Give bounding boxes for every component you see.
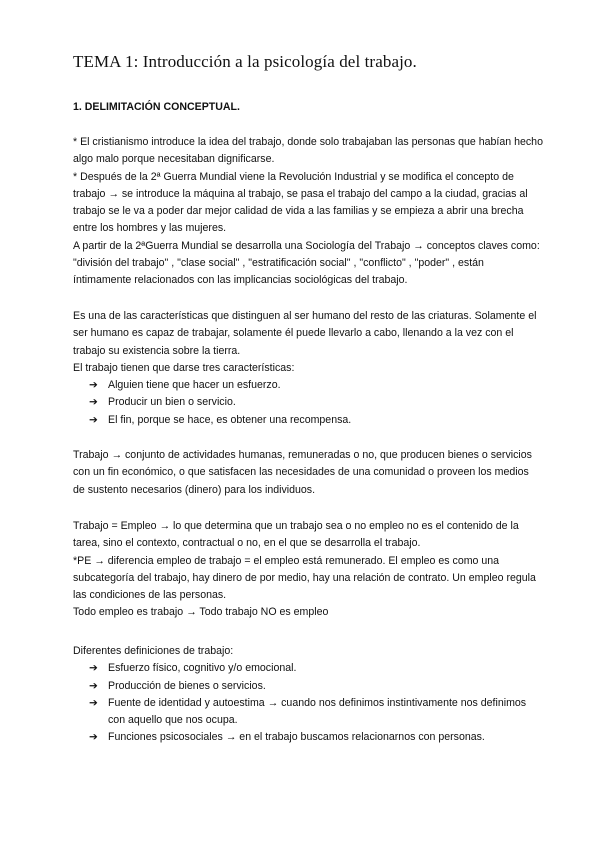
arrow-icon: ➔: [89, 662, 98, 675]
list-item: ➔ Producir un bien o servicio.: [73, 394, 543, 411]
paragraph-pe-difference: *PE → diferencia empleo de trabajo = el empleo está remunerado. El empleo es como una subcategoría del trabajo, hay dinero de por medio, hay una relación de contrato. Un empleo regula las condiciones de las personas.: [73, 554, 536, 602]
definitions-block: [73, 643, 543, 747]
arrow-icon: ➔: [89, 379, 98, 392]
history-block: [73, 134, 543, 290]
list-item: ➔ Esfuerzo físico, cognitivo y/o emocional.: [73, 660, 543, 677]
definitions-list: [73, 660, 543, 746]
definitions-lead: Diferentes definiciones de trabajo:: [73, 645, 234, 657]
paragraph-definition: Es una de las características que distinguen al ser humano del resto de las criaturas. Solamente el ser humano es capaz de trabajar, solamente él puede llevarlo a cabo, llenando a la vez con el trabajo su existencia sobre la tierra.: [73, 310, 537, 357]
section-heading: 1. DELIMITACIÓN CONCEPTUAL.: [73, 101, 240, 113]
arrow-icon: ➔: [89, 396, 98, 409]
list-item: ➔ Alguien tiene que hacer un esfuerzo.: [73, 377, 543, 394]
employment-block: [73, 518, 543, 622]
list-item: ➔ El fin, porque se hace, es obtener una recompensa.: [73, 412, 543, 429]
paragraph-industrial-revolution: * Después de la 2ª Guerra Mundial viene la Revolución Industrial y se modifica el concepto de trabajo → se introduce la máquina al trabajo, se pasa el trabajo del campo a la ciudad, gracias al trabajo se le va a poder dar mejor calidad de vida a las familias y se empieza a abrir una brecha entre los hombres y las mujeres.: [73, 170, 528, 235]
arrow-icon: ➔: [89, 679, 98, 692]
arrow-icon: ➔: [89, 696, 98, 709]
paragraph-christianity: * El cristianismo introduce la idea del trabajo, donde solo trabajaban las personas que habían hecho algo malo porque necesitaban dignificarse.: [73, 136, 543, 166]
characteristics-block: [73, 308, 543, 429]
page-title: TEMA 1: Introducción a la psicología del trabajo.: [73, 52, 417, 71]
list-item: ➔ Funciones psicosociales → en el trabajo buscamos relacionarnos con personas.: [73, 729, 543, 746]
paragraph-sociology: A partir de la 2ªGuerra Mundial se desarrolla una Sociología del Trabajo → conceptos claves como: "división del trabajo" , "clase social" , "estratificación social" , "conflicto" , "poder" , están íntimamente relacionados con las implicancias sociológicas del trabajo.: [73, 239, 540, 287]
list-item: ➔ Producción de bienes o servicios.: [73, 678, 543, 695]
list-item: ➔ Fuente de identidad y autoestima → cuando nos definimos instintivamente nos definimos con aquello que nos ocupa.: [89, 696, 527, 727]
arrow-icon: ➔: [89, 731, 98, 744]
characteristics-lead: El trabajo tienen que darse tres características:: [73, 361, 295, 374]
paragraph-work-employment: Trabajo = Empleo → lo que determina que un trabajo sea o no empleo no es el contenido de la tarea, sino el contexto, contractual o no, en el que se desarrolla el trabajo.: [73, 520, 519, 550]
paragraph-all-employment: Todo empleo es trabajo → Todo trabajo NO es empleo: [73, 606, 329, 619]
work-definition-block: [73, 447, 543, 499]
arrow-icon: ➔: [89, 413, 98, 426]
paragraph-work-definition: Trabajo → conjunto de actividades humanas, remuneradas o no, que producen bienes o servicios con un fin económico, o que satisfacen las necesidades de una comunidad o proveen los medios de sustento necesarios (dinero) para los individuos.: [73, 449, 532, 496]
characteristics-list: [73, 377, 543, 429]
